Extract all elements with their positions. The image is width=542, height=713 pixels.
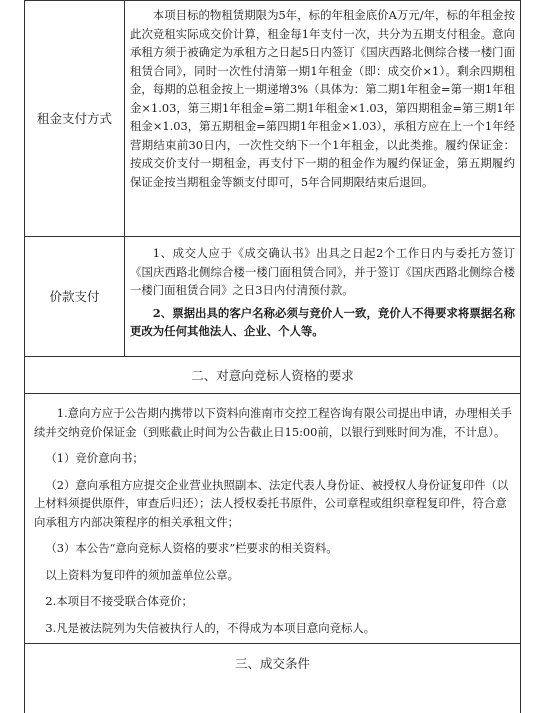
qualification-item-3: 3.凡是被法院列为失信被执行人的，不得成为本项目意向竞标人。 <box>45 620 376 635</box>
section-2-header: 二、对意向竞标人资格的要求 <box>191 368 354 383</box>
row-divider <box>24 356 521 357</box>
section-2-body <box>34 404 512 637</box>
rent-payment-cell <box>130 6 515 191</box>
row-divider <box>24 643 521 644</box>
row-divider <box>24 393 521 394</box>
payment-label: 价款支付 <box>49 289 100 304</box>
column-divider <box>124 0 125 356</box>
payment-cell <box>130 244 515 341</box>
stamp-note: 以上资料为复印件的须加盖单位公章。 <box>45 567 240 582</box>
qualification-sub-2: （2）意向承租方应提交企业营业执照副本、法定代表人身份证、被授权人身份证复印件（以上材料须提供原件，审查后归还）；法人授权委托书原件，公司章程或组织章程复印件，符合意向承租方内部决策程序的相关承租文件； <box>34 477 509 529</box>
qualification-item-1: 1.意向方应于公告期内携带以下资料向淮南市交控工程咨询有限公司提出申请，办理相关手续并交纳竞价保证金（到账截止时间为公告截止日15:00前，以银行到账时间为准，不计息）。 <box>34 406 512 439</box>
payment-para-1: 1、成交人应于《成交确认书》出具之日起2个工作日内与委托方签订《国庆西路北侧综合楼一楼门面租赁合同》，并于签订《国庆西路北侧综合楼一楼门面租赁合同》之日3日内付清预付款。 <box>130 246 515 297</box>
payment-para-2: 2、票据出具的客户名称必须与竞价人一致，竞价人不得要求将票据名称更改为任何其他法人、企业、个人等。 <box>130 305 515 338</box>
rent-payment-label: 租金支付方式 <box>36 111 112 126</box>
section-3-header: 三、成交条件 <box>234 656 310 671</box>
qualification-sub-3: （3）本公告“意向竞标人资格的要求”栏要求的相关资料。 <box>45 541 338 555</box>
qualification-sub-1: （1）竞价意向书； <box>45 451 144 465</box>
qualification-item-2: 2.本项目不接受联合体竞价； <box>45 594 193 608</box>
rent-payment-text: 本项目标的物租赁期限为5年，标的年租金底价A万元/年，标的年租金按此次竞租实际成交价计算，租金每1年支付一次，共分为五期支付租金。意向承租方须于被确定为承租方之日起5日内签订《国庆西路北侧综合楼一楼门面租赁合同》，同时一次性付清第一期1年租金（即：成交价×1）。剩余四期租金，每期的总租金按上一期递增3%（具体为：第二期1年租金=第一期1年租金×1.03，第三期1年租金=第二期1年租金×1.03，第四期租金=第三期1年租金×1.03，第五期租金=第四期1年租金×1.03），承租方应在上一个1年经营期结束前30日内，一次性交纳下一个1年租金，以此类推。履约保证金：按成交价支付一期租金，再支付下一期的租金作为履约保证金，第五期履约保证金按当期租金等额支付即可，5年合同期限结束后退回。 <box>130 8 515 189</box>
